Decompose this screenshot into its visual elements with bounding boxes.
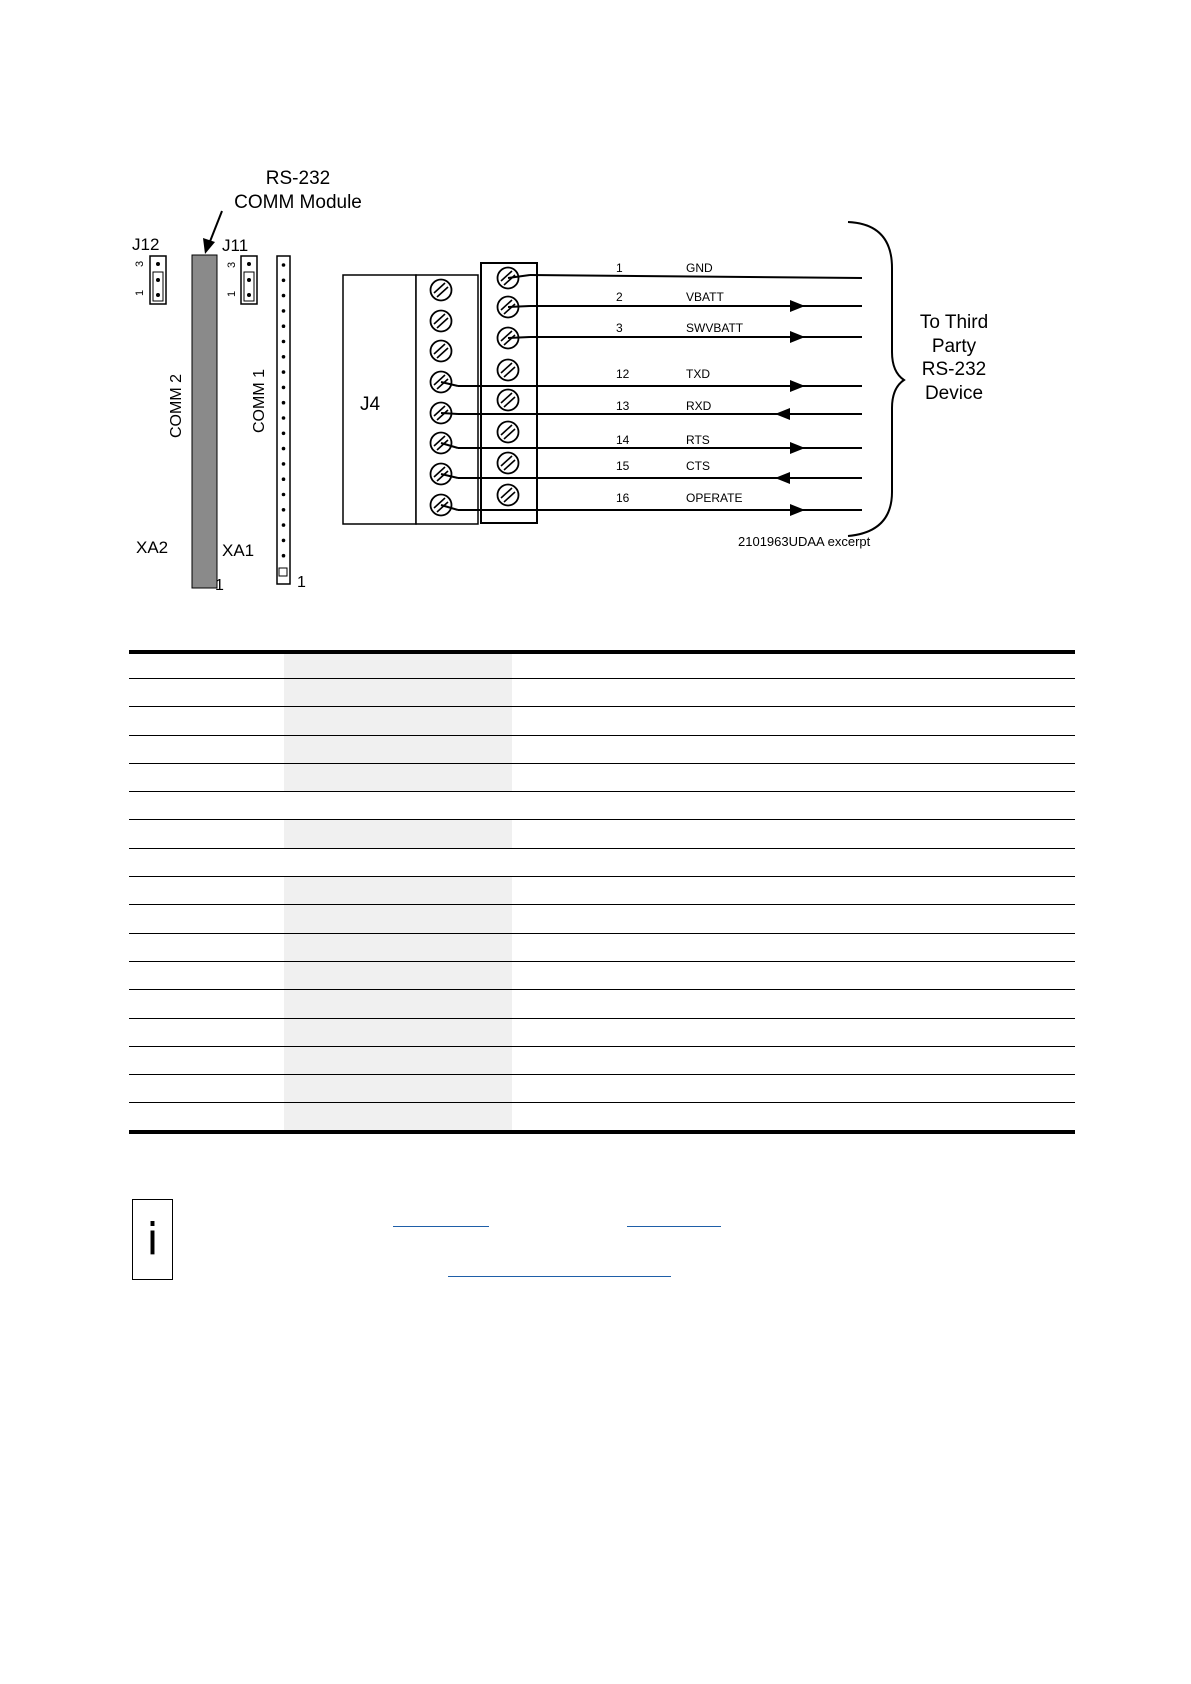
signal-name: GND: [686, 261, 713, 275]
signal-pin-number: 1: [616, 261, 623, 275]
xa1-label: XA1: [222, 541, 255, 560]
terminal-screw: [498, 453, 519, 474]
rs232-wiring-diagram: [0, 0, 1191, 600]
table-cell: [129, 736, 284, 763]
table-cell: [284, 990, 512, 1017]
comm1-pin-dot: [282, 279, 286, 283]
info-icon: i: [146, 1214, 159, 1265]
j11-pin3: 3: [226, 261, 238, 268]
table-cell: [284, 934, 512, 961]
signal-name: TXD: [686, 367, 710, 381]
drawing-reference: 2101963UDAA excerpt: [738, 534, 871, 549]
table-cell: [129, 934, 284, 961]
note-link-2[interactable]: [627, 1226, 721, 1227]
arrow-out: [790, 300, 805, 312]
signal-wire-swvbatt: [508, 321, 862, 343]
terminal-screw: [431, 341, 452, 362]
table-cell: [284, 877, 512, 904]
table-cell: [129, 1103, 284, 1130]
table-cell: [512, 679, 1075, 706]
j4-label: J4: [360, 394, 381, 415]
j11-label: J11: [222, 236, 249, 255]
signal-pin-number: 13: [616, 399, 630, 413]
table-cell: [129, 679, 284, 706]
table-cell: [129, 1047, 284, 1074]
signal-pin-number: 3: [616, 321, 623, 335]
signal-name: OPERATE: [686, 491, 743, 505]
table-cell: [129, 962, 284, 989]
terminal-screw: [431, 311, 452, 332]
table-cell: [284, 1019, 512, 1046]
device-label-line4: Device: [924, 383, 984, 404]
table-row: [129, 1019, 1075, 1047]
comm1-pin-dot: [282, 416, 286, 420]
arrow-out: [790, 380, 805, 392]
table-cell: [129, 1075, 284, 1102]
signal-wire-gnd: [508, 261, 862, 278]
table-cell: [512, 934, 1075, 961]
j12-pin3: 3: [134, 260, 146, 267]
table-cell: [129, 707, 284, 734]
device-label-line2: Party: [931, 336, 977, 357]
xa1-pin1: 1: [215, 577, 224, 594]
note-link-1[interactable]: [393, 1226, 489, 1227]
table-cell: [284, 820, 512, 847]
comm1-pin-dot: [282, 309, 286, 313]
device-label-line1: To Third: [919, 312, 989, 333]
table-row: [129, 905, 1075, 933]
module-pointer-arrow: [203, 211, 222, 254]
terminal-screw: [498, 422, 519, 443]
comm1-pin1-marker: [279, 568, 287, 576]
device-brace: [848, 222, 904, 536]
table-cell: [129, 990, 284, 1017]
table-row: [129, 877, 1075, 905]
table-cell: [512, 792, 1075, 819]
table-row: [129, 990, 1075, 1018]
j12-label: J12: [132, 235, 160, 254]
j11-pin1: 1: [226, 290, 238, 297]
arrow-out: [790, 331, 805, 343]
comm1-pin-dot: [282, 508, 286, 512]
signal-pin-number: 12: [616, 367, 630, 381]
table-cell: [129, 792, 284, 819]
device-label-line3: RS-232: [921, 359, 987, 380]
module-title-line1: RS-232: [265, 168, 331, 189]
table-cell: [284, 764, 512, 791]
table-cell: [284, 736, 512, 763]
comm1-pin-dot: [282, 355, 286, 359]
table-row: [129, 764, 1075, 792]
table-cell: [512, 990, 1075, 1017]
terminal-screw: [431, 280, 452, 301]
terminal-screw: [498, 485, 519, 506]
table-cell: [284, 792, 512, 819]
signal-name: RXD: [686, 399, 712, 413]
comm2-label: COMM 2: [168, 374, 185, 438]
comm1-pin1: 1: [297, 574, 306, 591]
table-row: [129, 1075, 1075, 1103]
j12-jumper: [150, 256, 166, 304]
j11-jumper: [241, 256, 257, 304]
module-title-line2: COMM Module: [234, 192, 362, 213]
comm2-board: [192, 255, 217, 588]
table-cell: [129, 877, 284, 904]
signal-wire-vbatt: [508, 290, 862, 312]
signal-pin-number: 2: [616, 290, 623, 304]
table-cell: [512, 764, 1075, 791]
comm1-pin-dot: [282, 340, 286, 344]
table-row: [129, 934, 1075, 962]
terminal-screw: [498, 390, 519, 411]
comm1-pin-dot: [282, 370, 286, 374]
comm1-pin-dot: [282, 523, 286, 527]
comm1-pin-dot: [282, 263, 286, 267]
signal-name: RTS: [686, 433, 710, 447]
comm1-pin-dot: [282, 477, 286, 481]
table-row: [129, 792, 1075, 820]
comm1-header-strip: [277, 256, 290, 584]
comm1-pin-dot: [282, 401, 286, 405]
table-cell: [512, 1019, 1075, 1046]
table-cell: [512, 1047, 1075, 1074]
comm1-pin-dot: [282, 294, 286, 298]
table-cell: [129, 820, 284, 847]
table-cell: [129, 1019, 284, 1046]
signal-pin-number: 16: [616, 491, 630, 505]
table-cell: [512, 736, 1075, 763]
signal-pin-number: 14: [616, 433, 630, 447]
table-cell: [512, 820, 1075, 847]
signal-name: SWVBATT: [686, 321, 744, 335]
table-cell: [129, 849, 284, 876]
table-cell: [284, 679, 512, 706]
table-row: [129, 707, 1075, 735]
table-cell: [284, 849, 512, 876]
j12-pin1: 1: [134, 289, 146, 296]
info-note-box: [132, 1199, 173, 1280]
terminal-screw: [498, 360, 519, 381]
comm1-label: COMM 1: [251, 369, 268, 433]
xa2-label: XA2: [136, 538, 169, 557]
comm1-pin-dot: [282, 462, 286, 466]
comm1-pin-dot: [282, 324, 286, 328]
table-cell: [284, 1047, 512, 1074]
table-cell: [284, 707, 512, 734]
table-cell: [512, 849, 1075, 876]
table-bottom-rule: [129, 1130, 1075, 1134]
table-cell: [512, 1075, 1075, 1102]
comm1-pin-dot: [282, 539, 286, 543]
table-cell: [512, 905, 1075, 932]
table-row: [129, 679, 1075, 707]
table-header-row: [129, 654, 1075, 679]
table-cell: [512, 962, 1075, 989]
table-cell: [512, 1103, 1075, 1130]
arrow-in: [775, 408, 790, 420]
table-cell: [512, 877, 1075, 904]
table-body: [129, 679, 1075, 1132]
arrow-in: [775, 472, 790, 484]
comm1-pin-dot: [282, 493, 286, 497]
table-row: [129, 736, 1075, 764]
signal-name: VBATT: [686, 290, 724, 304]
arrow-out: [790, 504, 805, 516]
table-row: [129, 962, 1075, 990]
table-row: [129, 849, 1075, 877]
comm1-pin-dot: [282, 386, 286, 390]
table-cell: [284, 1103, 512, 1130]
table-row: [129, 1103, 1075, 1131]
table-row: [129, 1047, 1075, 1075]
comm1-pin-dot: [282, 554, 286, 558]
note-link-3[interactable]: [448, 1276, 671, 1277]
table-cell: [284, 962, 512, 989]
table-cell: [129, 905, 284, 932]
table-cell: [284, 1075, 512, 1102]
signal-name: CTS: [686, 459, 710, 473]
arrow-out: [790, 442, 805, 454]
comm1-pin-dot: [282, 447, 286, 451]
signal-pin-number: 15: [616, 459, 630, 473]
table-cell: [129, 764, 284, 791]
comm1-pin-dot: [282, 432, 286, 436]
table-cell: [512, 707, 1075, 734]
table-cell: [284, 905, 512, 932]
table-row: [129, 820, 1075, 848]
